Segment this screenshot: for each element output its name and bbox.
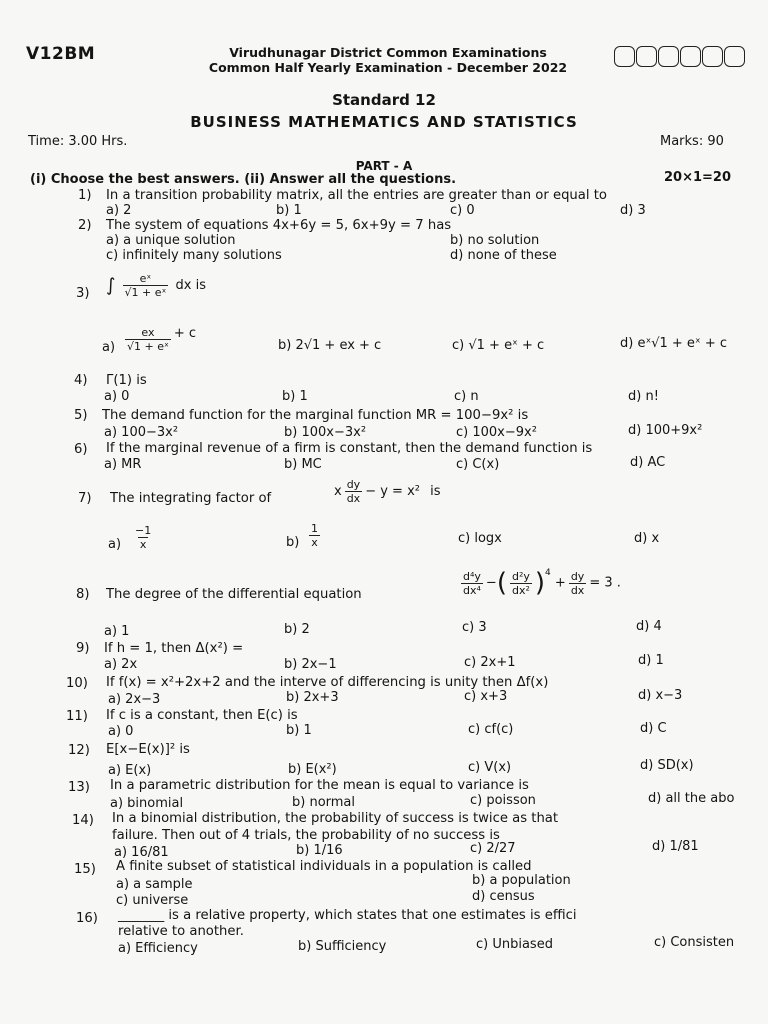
option: a) MR — [104, 457, 142, 472]
question-text: If f(x) = x²+2x+2 and the interve of differencing is unity then Δf(x) — [106, 675, 549, 690]
operator: + — [554, 575, 566, 591]
fraction — [461, 570, 483, 597]
fraction — [309, 522, 320, 549]
option: a) 2x−3 — [108, 692, 161, 707]
option: c) 100x−9x² — [456, 425, 537, 440]
question-text: A finite subset of statistical individuals in a population is called — [116, 859, 532, 874]
numerator: d²y — [511, 569, 530, 583]
option: c) n — [454, 389, 479, 404]
option: c) 3 — [462, 620, 487, 635]
question-number: 16) — [76, 911, 98, 926]
exponent: 4 — [545, 568, 551, 578]
instructions: (i) Choose the best answers. (ii) Answer all the questions. — [30, 172, 457, 187]
option-b-fraction — [306, 522, 323, 549]
option: d) AC — [630, 455, 666, 470]
option: d) all the abo — [648, 791, 735, 806]
question-number: 14) — [72, 813, 94, 828]
option: a) Efficiency — [118, 941, 198, 956]
question-text: E[x−E(x)]² is — [106, 742, 190, 757]
option: b) 2x−1 — [284, 657, 337, 672]
question-suffix: dx is — [175, 278, 207, 293]
option: b) Sufficiency — [298, 939, 387, 954]
option: b) MC — [284, 457, 322, 472]
standard-title: Standard 12 — [332, 91, 436, 109]
question-number: 6) — [74, 442, 88, 457]
question-number: 13) — [68, 780, 90, 795]
time-label: Time: 3.00 Hrs. — [28, 134, 128, 149]
option: c) √1 + eˣ + c — [452, 338, 545, 353]
question-text: _______ is a relative property, which states that one estimates is effici — [118, 908, 577, 923]
marks-label: Marks: 90 — [660, 134, 724, 149]
exam-name: Common Half Yearly Examination - December 2022 — [208, 60, 568, 75]
option: a) 2 — [106, 203, 132, 218]
denominator: dx — [346, 492, 361, 505]
fraction — [345, 478, 363, 505]
integral-sign: ∫ — [106, 275, 116, 296]
question-text: In a transition probability matrix, all the entries are greater than or equal to — [106, 188, 607, 203]
option: b) a population — [472, 873, 571, 888]
numerator: dy — [570, 569, 585, 583]
option: d) 100+9x² — [628, 423, 703, 438]
numerator: 1 — [311, 522, 318, 535]
option: a) 2x — [104, 657, 138, 672]
register-box — [636, 46, 657, 67]
option: b) 1 — [276, 203, 302, 218]
register-box — [724, 46, 745, 67]
option: c) logx — [458, 531, 502, 546]
option: a) a sample — [116, 877, 193, 892]
numerator: ex — [141, 326, 155, 339]
register-box — [680, 46, 701, 67]
denominator: dx² — [511, 583, 530, 597]
integral-expression — [106, 272, 206, 299]
option: d) n! — [628, 389, 659, 404]
question-text: If the marginal revenue of a firm is constant, then the demand function is — [106, 441, 593, 456]
option: c) C(x) — [456, 457, 500, 472]
register-box — [614, 46, 635, 67]
q7-expression — [334, 478, 441, 505]
constant: + c — [173, 326, 197, 341]
subject-title: BUSINESS MATHEMATICS AND STATISTICS — [190, 113, 578, 131]
expression-tail: = 3 . — [589, 575, 621, 591]
question-number: 4) — [74, 373, 88, 388]
option: a) 100−3x² — [104, 425, 179, 440]
option: b) 1 — [282, 389, 308, 404]
option-a-fraction — [130, 524, 156, 551]
question-number: 11) — [66, 709, 88, 724]
option: d) eˣ√1 + eˣ + c — [620, 336, 728, 351]
option: a) E(x) — [108, 763, 152, 778]
option: d) 1/81 — [652, 839, 699, 854]
option: c) universe — [116, 893, 189, 908]
paper-code: V12BM — [26, 44, 96, 64]
operator: − — [485, 575, 497, 591]
option: c) Consisten — [654, 935, 735, 950]
option: d) none of these — [450, 248, 557, 263]
denominator: x — [139, 538, 147, 551]
question-text: Γ(1) is — [106, 373, 147, 388]
question-text: In a binomial distribution, the probability of success is twice as that — [112, 811, 559, 826]
option: a) — [102, 340, 116, 355]
right-paren: ) — [534, 568, 546, 598]
question-number: 12) — [68, 743, 90, 758]
question-number: 7) — [78, 491, 92, 506]
option: c) infinitely many solutions — [106, 248, 282, 263]
option: c) x+3 — [464, 689, 508, 704]
option: c) 2x+1 — [464, 655, 516, 670]
option: d) 4 — [636, 619, 662, 634]
option: b) normal — [292, 795, 356, 810]
question-number: 10) — [66, 676, 88, 691]
denominator: √1 + eˣ — [127, 340, 169, 353]
option: c) Unbiased — [476, 937, 553, 952]
question-text: If c is a constant, then E(c) is — [106, 708, 298, 723]
numerator: −1 — [135, 524, 152, 537]
fraction — [133, 524, 153, 551]
question-text: The demand function for the marginal function MR = 100−9x² is — [102, 408, 529, 423]
option: d) 1 — [638, 653, 664, 668]
fraction — [510, 570, 532, 597]
question-number: 8) — [76, 587, 90, 602]
numerator: dy — [346, 478, 361, 491]
question-number: 3) — [76, 286, 90, 301]
option: b) no solution — [450, 233, 540, 248]
question-text: The integrating factor of — [110, 491, 272, 506]
option: b) 1/16 — [296, 843, 343, 858]
question-number: 15) — [74, 862, 96, 877]
option: c) 2/27 — [470, 841, 516, 856]
option: d) x — [634, 531, 660, 546]
option: b) — [286, 535, 300, 550]
question-number: 2) — [78, 218, 92, 233]
denominator: x — [311, 536, 318, 549]
option: d) x−3 — [638, 688, 683, 703]
q8-expression — [458, 568, 621, 598]
option: d) C — [640, 721, 667, 736]
fraction — [123, 272, 169, 299]
option: c) poisson — [470, 793, 536, 808]
register-box — [702, 46, 723, 67]
question-number: 9) — [76, 641, 90, 656]
option: a) 1 — [104, 624, 130, 639]
exam-board: Virudhunagar District Common Examinations — [229, 45, 547, 60]
option: b) 2x+3 — [286, 690, 339, 705]
option: a) — [108, 537, 122, 552]
numerator: d⁴y — [463, 569, 481, 583]
option: b) E(x²) — [288, 762, 337, 777]
question-number: 5) — [74, 408, 88, 423]
option: c) V(x) — [468, 760, 512, 775]
part-title: PART - A — [355, 159, 413, 173]
expression-tail: − y = x² — [365, 484, 420, 499]
option: a) 0 — [108, 724, 134, 739]
option-a-expression — [122, 326, 196, 353]
question-text-continued: relative to another. — [118, 924, 244, 939]
option: d) census — [472, 889, 535, 904]
option: c) 0 — [450, 203, 475, 218]
question-number: 1) — [78, 188, 92, 203]
fraction — [569, 570, 587, 597]
option: b) 2√1 + ex + c — [278, 338, 382, 353]
register-box — [658, 46, 679, 67]
option: d) SD(x) — [640, 758, 694, 773]
question-text: In a parametric distribution for the mean is equal to variance is — [110, 778, 529, 793]
denominator: √1 + eˣ — [124, 286, 167, 299]
question-text-continued: failure. Then out of 4 trials, the probability of no success is — [112, 828, 500, 843]
question-suffix: is — [430, 484, 441, 499]
option: a) a unique solution — [106, 233, 236, 248]
score-label: 20×1=20 — [664, 170, 732, 185]
question-text: The degree of the differential equation — [106, 587, 362, 602]
denominator: dx⁴ — [463, 583, 481, 597]
fraction — [125, 326, 171, 353]
option: b) 100x−3x² — [284, 425, 367, 440]
option: c) cf(c) — [468, 722, 514, 737]
option: a) binomial — [110, 796, 184, 811]
option: a) 16/81 — [114, 845, 169, 860]
option: b) 2 — [284, 622, 310, 637]
left-paren: ( — [496, 568, 507, 598]
register-number-boxes — [614, 46, 746, 67]
denominator: dx — [570, 583, 585, 597]
numerator: eˣ — [139, 272, 152, 285]
variable: x — [334, 484, 342, 499]
question-text: If h = 1, then Δ(x²) = — [104, 641, 244, 656]
option: d) 3 — [620, 203, 646, 218]
option: b) 1 — [286, 723, 312, 738]
option: a) 0 — [104, 389, 130, 404]
question-text: The system of equations 4x+6y = 5, 6x+9y = 7 has — [106, 218, 452, 233]
